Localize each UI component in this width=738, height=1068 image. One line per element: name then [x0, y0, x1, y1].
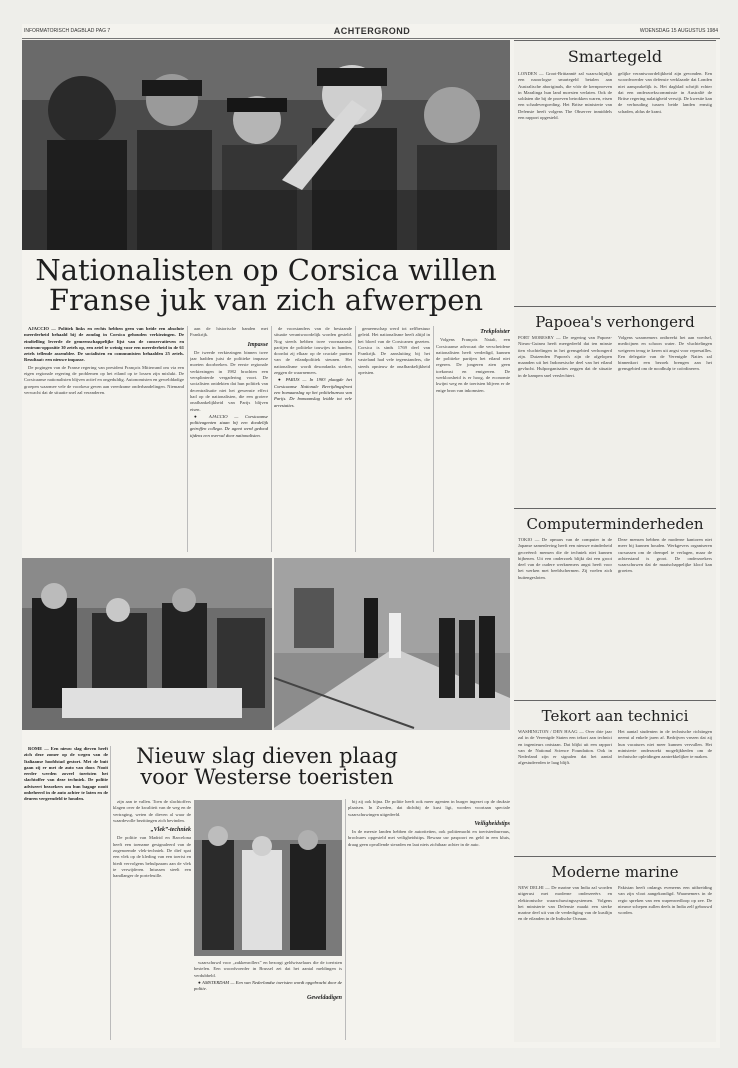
- sidebar-box-papoeas: [514, 306, 716, 507]
- article2-headline: [112, 746, 422, 789]
- article2-col2-text2: De politie van Madrid en Barcelona heeft een toename gesignaleerd van de zogenoemde vlek-techniek. De dief spat een vlek op de kleding van een toerist en biedt vervolgens behulpzaam aan de vlek te verwijderen. Intussen steelt een handlanger de portefeuille.: [113, 835, 191, 879]
- article2-headline-line2: voor Westerse toeristen: [140, 765, 394, 790]
- article1-caption-parijs: ● PARIJS — In 1983 plaagde het Corsicaanse Nationale Bevrijdingsfront een bomaanslag op het politiebureau van Parijs. De bomaanslag leidde tot vele arrestaties.: [274, 377, 352, 408]
- article1-col2-text2: De tweede verkiezingen binnen twee jaar hadden juist de politieke impasse moeten doorbreken. De eerste regionale verkiezingen in 1982 brachten een versplinterde vergadering voort. De socialisten ontdekten dat hun politiek van decentralisatie niet het gewenste effect had op de nationalisten, die een grotere onafhankelijkheid van Parijs blijven eisen.: [190, 349, 268, 412]
- sidebar-box-tekort-technici: [514, 700, 716, 855]
- article1-headline: [22, 253, 510, 317]
- computerminderheden-col1: TOKIO — De opmars van de computer in de Japanse samenleving heeft een nieuwe minderheid gecreëerd: mensen die de techniek niet kunnen bijbenen. Uit een onderzoek blijkt dat een groot deel van de oudere werknemers angst heeft voor het werken met beeldschermen. Zij voelen zich buitengesloten.: [518, 537, 612, 580]
- sidebar-box-moderne-marine: [514, 856, 716, 1043]
- article2-col4-text: bij zij ook bijna. De politie heeft ook meer agenten in burger ingezet op de drukste plaatsen. In Zweden, dat dichtbij de kust ligt, worden voortaan speciale waarschuwingen uitgedeeld.: [348, 799, 510, 817]
- article2-subhead-veiligheidstips: Veiligheidstips: [474, 820, 510, 827]
- article1-lead: AJACCIO — Politiek links en rechts hebben geen van beide een absolute meerderheid behaald bij de zondag in Corsica gehouden verkiezingen. De eindtelling leverde de gemeenschappelijke lijst van de conservatieven en centrum-oppositie 30 zetels op, een zetel te weinig voor een meerderheid in de 61 zetels tellende assemblee. De socialisten en communisten behaalden 25 zetels. Resultaat: een nieuwe impasse.: [24, 326, 184, 363]
- section-title: ACHTERGROND: [333, 26, 411, 36]
- moderne-marine-col2: Pakistan heeft onlangs eveneens een uitbreiding van zijn vloot aangekondigd. Waarnemers in de regio spreken van een wapenwedloop op zee. De nieuwe schepen zullen deels in India zelf gebouwd worden.: [618, 885, 712, 916]
- article1-headline-line1: Nationalisten op Corsica willen: [35, 253, 497, 287]
- smartegeld-title: Smartegeld: [567, 47, 663, 66]
- newspaper-page: [22, 24, 720, 1048]
- article1-col5: [436, 326, 510, 554]
- article2-col4-text2: In de meeste landen hebben de autoriteiten, ook politiemacht en toeristenbureaus, brochures opgesteld met veiligheidstips. Bewaar uw paspoort en geld in een kluis, draag geen opvallende sieraden en laat niets zichtbaar achter in de auto.: [348, 829, 510, 847]
- article2-col2: [113, 799, 191, 1042]
- runhead-left: INFORMATORISCH DAGBLAD PAG 7: [24, 28, 111, 34]
- article2-caption-amsterdam: ● AMSTERDAM — Een van Nederlandse toeristen wordt opgebracht door de politie.: [194, 979, 342, 992]
- article1-headline-line2: Franse juk van zich afwerpen: [48, 282, 484, 317]
- moderne-marine-col1: NEW DELHI — De marine van India zal worden uitgerust met moderne onderzeeërs en elektronische waarschuwingssystemen. Volgens het ministerie van Defensie maakt een sterke marine deel uit van de verdediging van de kustlijn en de eilanden in de Indische Oceaan.: [518, 885, 612, 922]
- computerminderheden-title: Computerminderheden: [526, 515, 704, 533]
- article1-subhead-impasse: Impasse: [247, 341, 268, 348]
- article2-col2-text: zijn aan te vallen. Toen de slachtoffers klagen over de kwaliteit van de weg en de vertraging, weten de dieven al waar de waardevolle bezittingen zich bevinden.: [113, 799, 191, 823]
- papoeas-col2: Volgens waarnemers ontbreekt het aan voedsel, medicijnen en schoon water. De vluchtelingen weigeren terug te keren uit angst voor represailles. Een delegatie van de Verenigde Naties zal binnenkort een bezoek brengen aan het grensgebied om de noodhulp te coördineren.: [618, 335, 712, 372]
- article1-caption-ajaccio: ● AJACCIO — Corsicaanse politieagenten staan bij een doodelijk getroffen collega. De agent werd gedood tijdens een overval door nationalisten.: [190, 413, 268, 438]
- tekort-technici-title: Tekort aan technici: [541, 707, 689, 725]
- article1-col1: [24, 326, 184, 554]
- middle-photo-police-body: [22, 558, 272, 730]
- article2-col4: [348, 799, 510, 1042]
- article1-col5-text: Volgens François Natali, een Corsicaanse advocaat die verscheidene nationalisten heeft verdedigd, kunnen de politieke partijen het eiland niet regeren. De jongeren zien geen toekomst en emigreren. De werkloosheid is er hoog, de economie kwijnt weg en de toeristen blijven er de enige bron van inkomsten.: [436, 337, 510, 393]
- article1-col2: [190, 326, 268, 554]
- article2-col3-text: waarschuwd voor „zakkenrollers” en bezorgt geldwisselaars die de toeristen bestelen. Een woordvoerder in Brussel zei dat het aantal meldingen is verdubbeld.: [194, 960, 342, 978]
- article1-col2-text: aan de historische banden met Frankrijk.: [190, 326, 268, 338]
- moderne-marine-title: Moderne marine: [551, 863, 679, 881]
- sidebar-box-smartegeld: [514, 40, 716, 305]
- sidebar-box-computerminderheden: [514, 508, 716, 699]
- article2-col1-text: ROME — Een nieuw slag dieven heeft zich deze zomer op de wegen van de Italiaanse hoofdstad gestort. Met de buit gaan zij er met de auto van door. Nooit eerder werden zoveel toeristen het slachtoffer van deze techniek. De politie adviseert bezoekers om hun bagage nooit onbeheerd in de auto achter te laten en de deuren vergrendeld te houden.: [24, 746, 108, 802]
- middle-photo-paris-bombsite: [274, 558, 510, 730]
- sidebar: [514, 40, 716, 1042]
- smartegeld-col2: gelijke verantwoordelijkheid zijn gevonden. Een woordvoerder van defensie verklaarde dat Londen niet aansprakelijk is. Het dagblad schrijft echter dat een onderzoekscommissie in Australië de Britse regering nalatigheid verwijt. De kwestie kan de verhouding tussen beide landen ernstig schaden, aldus de krant.: [618, 71, 712, 114]
- article2-headline-line1: Nieuw slag dieven plaag: [136, 744, 398, 768]
- article2-col3: [194, 960, 342, 1042]
- runhead-date: WOENSDAG 15 AUGUSTUS 1984: [639, 28, 718, 34]
- article1-col4: [358, 326, 430, 554]
- computerminderheden-col2: Deze mensen hebben de moderne kantoren niet meer bij kunnen houden. Werkgevers organiseren cursussen om de drempel te verlagen, maar de achterstand is groot. De onderzoekers waarschuwen dat de maatschappelijke kloof kan groeien.: [618, 537, 712, 574]
- smartegeld-col1: LONDEN — Groot-Brittannië zal waarschijnlijk een naoorlogse smartegeld betalen aan Australische aboriginals, die vóór de kernproeven in Maralinga hun land moesten verlaten. Ook de soldaten die bij de proeven betrokken waren, eisen een schadevergoeding. Het Britse ministerie van Defensie heeft volgens The Observer inmiddels een rapport opgesteld.: [518, 71, 612, 121]
- top-photo-crowd-police: [22, 40, 510, 250]
- tekort-technici-col1: WASHINGTON / DEN HAAG — Over drie jaar zal in de Verenigde Staten een tekort aan technici en ingenieurs ontstaan. Dat blijkt uit een rapport van de National Science Foundation. Ook in Nederland zijn er signalen dat het aantal afgestudeerden te laag blijft.: [518, 729, 612, 766]
- article2-subhead-geweldadigen: Geweldadigen: [307, 995, 342, 1002]
- article1-col3: [274, 326, 352, 554]
- article1-col4-text: gemeenschap werd tot zelfbestuur geleid. Het nationalisme heeft altijd in het bloed van de Corsicanen gezeten. Corsica is sinds 1769 deel van Frankrijk. De aansluiting bij het vasteland had vele tegenstanders, die steeds opnieuw de onafhankelijkheid opeisten.: [358, 326, 430, 376]
- article1-col3-text: de voorstanders van de bestaande situatie verantwoordelijk worden gesteld. Nog steeds hebben twee voornaamste partijen de politieke touwtjes in handen, doordat zij elkaar op de cruciale punten van de eilandpolitiek steunen. Het nationalisme wordt desondanks sterker, zeggen de waarnemers.: [274, 326, 352, 376]
- running-header: [22, 24, 720, 39]
- tekort-technici-col2: Het aantal studenten in de technische richtingen neemt al enkele jaren af. Bedrijven vrezen dat zij hun vacatures niet meer kunnen vervullen. Het ministerie onderzoekt mogelijkheden om de technische opleidingen aantrekkelijker te maken.: [618, 729, 712, 760]
- papoeas-col1: PORT MORESBY — De regering van Papoea-Nieuw-Guinea heeft meegedeeld dat ten minste tien vluchtelingen in het grensgebied verhongerd zijn. Duizenden Papoea's zijn de afgelopen maanden uit het Indonesische deel van het eiland gevlucht. Hulporganisaties zeggen dat de situatie in de kampen snel verslechtert.: [518, 335, 612, 378]
- article2-subhead-vlek: „Vlek”-techniek: [150, 827, 191, 834]
- papoeas-title: Papoea's verhongerd: [535, 313, 695, 331]
- article1-subhead-trekploister: Trekploister: [480, 329, 510, 335]
- article2-col1: [24, 746, 108, 1042]
- article2-photo-tourists-police: [194, 800, 342, 956]
- article1-col1-text: De pogingen van de Franse regering van president François Mitterrand om via een eigen regionale regering de problemen op het eiland op te lossen zijn mislukt. De Corsicaanse nationalisten blijven actief en ongeduldig. Autonomisten en gewelddadige groepen waarmee vele de voorkeur geven aan vreedzame onderhandelingen. Niemand verwacht dat de situatie snel zal veranderen.: [24, 364, 184, 395]
